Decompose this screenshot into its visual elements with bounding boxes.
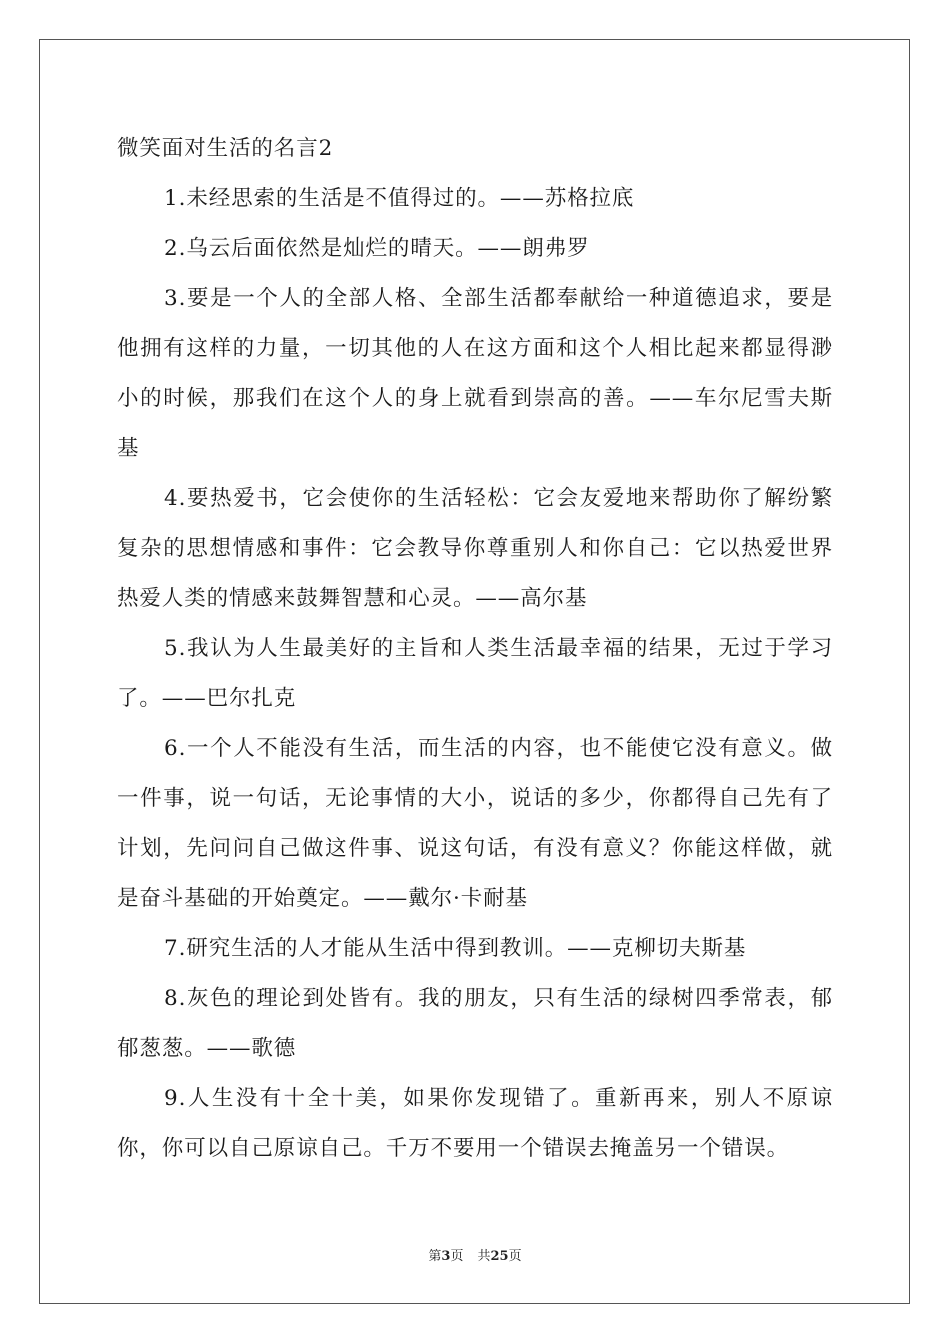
total-page-count: 25 [490,1249,509,1264]
current-page-number: 3 [441,1249,451,1264]
total-suffix: 页 [508,1249,522,1264]
quote-paragraph-2: 2.乌云后面依然是灿烂的晴天。——朗弗罗 [164,236,590,261]
page-suffix: 页 [450,1249,464,1264]
page-prefix: 第 [428,1249,442,1264]
document-body [117,124,833,1174]
quote-paragraph-9: 9.人生没有十全十美，如果你发现错了。重新再来，别人不原谅你，你可以自己原谅自己。千万不要用一个错误去掩盖另一个错误。 [117,1086,833,1161]
quote-paragraph-3: 3.要是一个人的全部人格、全部生活都奉献给一种道德追求，要是他拥有这样的力量，一切其他的人在这方面和这个人相比起来都显得渺小的时候，那我们在这个人的身上就看到崇高的善。——车尔尼雪夫斯基 [117,286,833,461]
quote-paragraph-1: 1.未经思索的生活是不值得过的。——苏格拉底 [164,186,635,211]
section-heading: 微笑面对生活的名言2 [117,136,334,161]
quote-paragraph-4: 4.要热爱书，它会使你的生活轻松：它会友爱地来帮助你了解纷繁复杂的思想情感和事件：它会教导你尊重别人和你自己：它以热爱世界热爱人类的情感来鼓舞智慧和心灵。——高尔基 [117,486,833,611]
quote-paragraph-6: 6.一个人不能没有生活，而生活的内容，也不能使它没有意义。做一件事，说一句话，无论事情的大小，说话的多少，你都得自己先有了计划，先问问自己做这件事、说这句话，有没有意义？你能这样做，就是奋斗基础的开始奠定。——戴尔·卡耐基 [117,736,833,911]
quote-paragraph-5: 5.我认为人生最美好的主旨和人类生活最幸福的结果，无过于学习了。——巴尔扎克 [117,636,833,711]
quote-paragraph-7: 7.研究生活的人才能从生活中得到教训。——克柳切夫斯基 [164,936,747,961]
quote-paragraph-8: 8.灰色的理论到处皆有。我的朋友，只有生活的绿树四季常表，郁郁葱葱。——歌德 [117,986,833,1061]
page-footer [0,1245,950,1264]
total-prefix: 共 [477,1249,491,1264]
